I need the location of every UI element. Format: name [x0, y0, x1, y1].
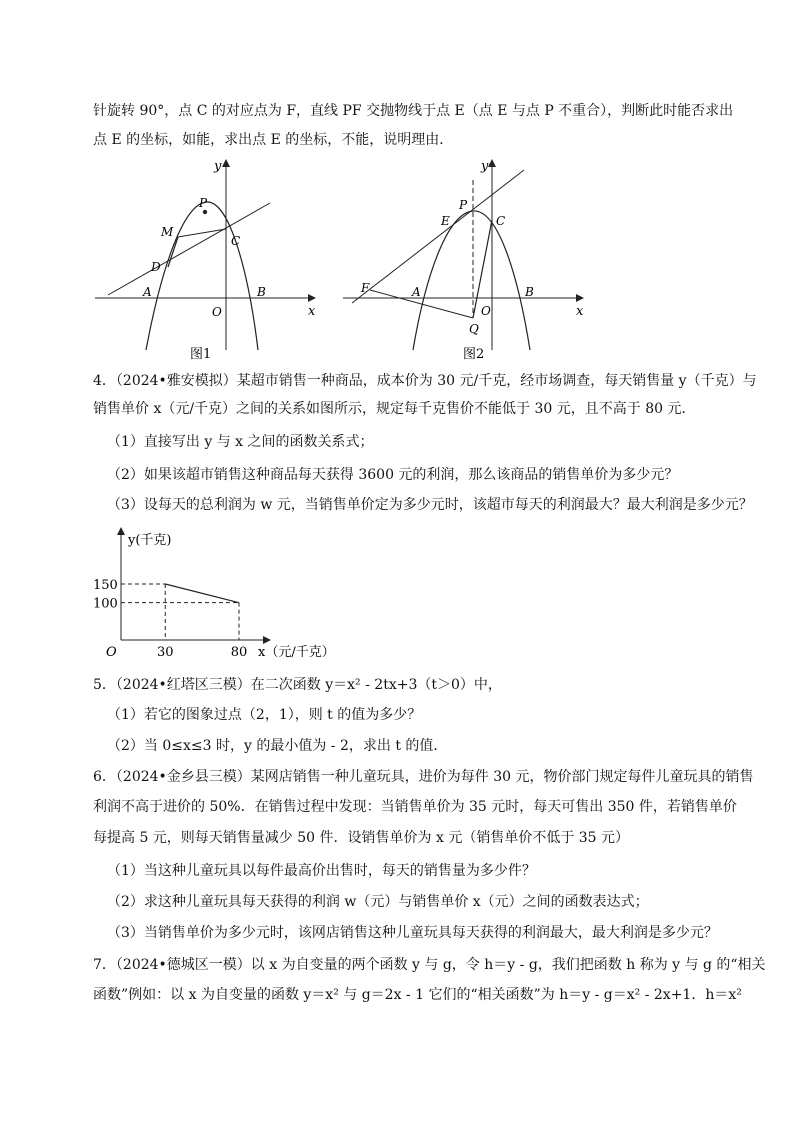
q6-head: 6．（2024•金乡县三模）某网店销售一种儿童玩具，进价为每件 30 元，物价部门规定每件儿童玩具的销售 [93, 769, 754, 785]
q4-line-2: 销售单价 x（元/千克）之间的关系如图所示，规定每千克售价不能低于 30 元，且不高于 80 元． [93, 401, 696, 417]
fig1-label-y: y [214, 159, 222, 174]
q7-line-2: 函数”例如：以 x 为自变量的函数 y＝x² 与 g＝2x - 1 它们的“相关函数”为 h＝y - g＝x² - 2x+1．h＝x² [93, 987, 742, 1003]
fig2-label-o: O [481, 304, 491, 318]
fig1-label-b: B [257, 285, 266, 299]
q4-item-1: （1）直接写出 y 与 x 之间的函数关系式； [107, 434, 374, 450]
q4-item-2: （2）如果该超市销售这种商品每天获得 3600 元的利润，那么该商品的销售单价为多少元？ [107, 467, 679, 483]
q6-item-2: （2）求这种儿童玩具每天获得的利润 w（元）与销售单价 x（元）之间的函数表达式； [107, 894, 649, 910]
chart-xlabel: x（元/千克） [258, 645, 335, 660]
chart-ytick-150: 150 [93, 578, 118, 593]
fig1-segment-pm [178, 229, 226, 237]
fig1-segment-md [168, 237, 178, 267]
fig1-label-x: x [308, 304, 316, 319]
fig1-label-m: M [161, 225, 174, 239]
chart-origin: O [106, 645, 117, 660]
fig1-point-p [203, 210, 207, 214]
fig2-line-fp [352, 170, 524, 303]
q7-head: 7．（2024•德城区一模）以 x 为自变量的两个函数 y 与 g，令 h＝y - g，我们把函数 h 称为 y 与 g 的“相关 [93, 957, 766, 973]
q5-head: 5．（2024•红塔区三模）在二次函数 y＝x² - 2tx+3（t＞0）中， [93, 677, 502, 693]
q4-item-3: （3）设每天的总利润为 w 元，当销售单价定为多少元时，该超市每天的利润最大？最大利润是多少元？ [107, 497, 753, 513]
intro-line-1: 针旋转 90°，点 C 的对应点为 F，直线 PF 交抛物线于点 E（点 E 与点 P 不重合），判断此时能否求出 [93, 103, 734, 119]
fig2-label-p: P [459, 198, 468, 212]
fig2-label-x: x [576, 304, 584, 319]
chart-series-line [165, 584, 239, 603]
fig1-label-p: P [199, 196, 208, 210]
q5-item-2: （2）当 0≤x≤3 时，y 的最小值为 - 2，求出 t 的值． [107, 738, 448, 754]
chart-ytick-100: 100 [93, 596, 118, 612]
chart-ylabel: y(千克) [128, 533, 172, 548]
q5-item-1: （1）若它的图象过点（2，1），则 t 的值为多少？ [107, 707, 422, 723]
figure-2 [338, 155, 593, 365]
fig2-label-q: Q [469, 322, 479, 336]
figure-1 [90, 155, 330, 365]
q6-item-3: （3）当销售单价为多少元时，该网店销售这种儿童玩具每天获得的利润最大，最大利润是多少元？ [107, 925, 718, 941]
q6-line-2: 利润不高于进价的 50%．在销售过程中发现：当销售单价为 35 元时，每天可售出 350 件，若销售单价 [93, 799, 737, 815]
fig1-label-a: A [143, 285, 152, 299]
q6-line-3: 每提高 5 元，则每天销售量减少 50 件．设销售单价为 x 元（销售单价不低于 35 元） [93, 830, 630, 846]
chart-xtick-80: 80 [230, 645, 248, 660]
fig1-caption: 图1 [190, 347, 212, 362]
q4-chart [90, 522, 350, 664]
fig2-label-f: F [361, 281, 370, 295]
q6-item-1: （1）当这种儿童玩具以每件最高价出售时，每天的销售量为多少件？ [107, 863, 536, 879]
fig1-label-o: O [212, 305, 222, 319]
fig2-label-y: y [481, 159, 489, 174]
fig2-caption: 图2 [463, 347, 485, 362]
fig1-line-ac [108, 203, 270, 295]
intro-line-2: 点 E 的坐标，如能，求出点 E 的坐标，不能，说明理由． [93, 132, 454, 148]
fig2-segment-fq [370, 290, 473, 318]
fig1-label-d: D [151, 260, 161, 274]
fig2-label-a: A [412, 285, 421, 299]
fig1-label-c: C [231, 234, 241, 248]
chart-xtick-30: 30 [156, 645, 174, 660]
fig2-label-e: E [441, 214, 450, 228]
fig2-label-c: C [496, 214, 506, 228]
fig2-label-b: B [525, 285, 534, 299]
q4-head: 4．（2024•雅安模拟）某超市销售一种商品，成本价为 30 元/千克，经市场调查，每天销售量 y（千克）与 [93, 373, 757, 389]
